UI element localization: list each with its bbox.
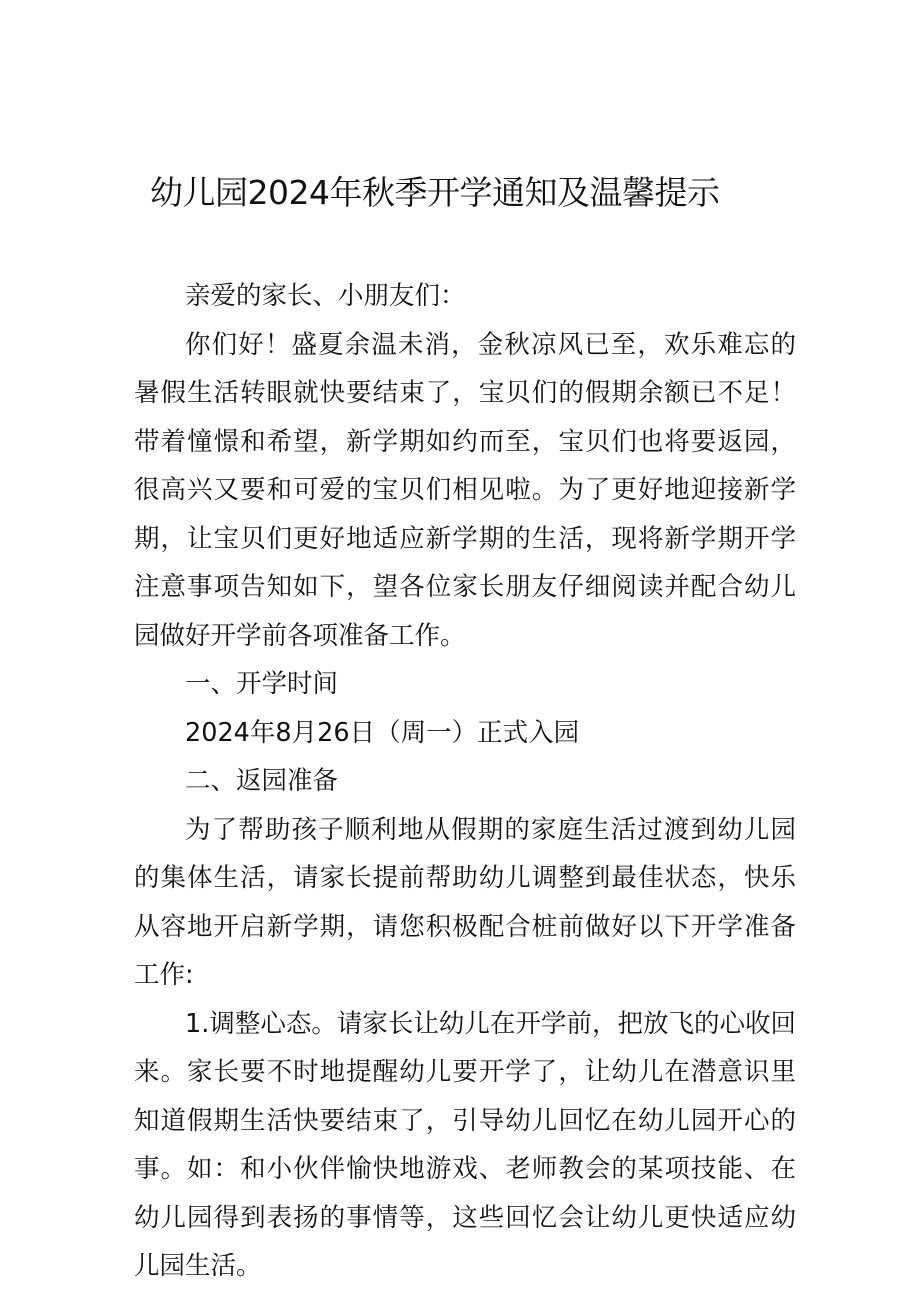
document-title: 幼儿园2024年秋季开学通知及温馨提示 — [150, 173, 720, 212]
document-body — [134, 272, 796, 1291]
intro-paragraph: 你们好！盛夏余温未消，金秋凉风已至，欢乐难忘的暑假生活转眼就快要结束了，宝贝们的假期余额已不足！带着憧憬和希望，新学期如约而至，宝贝们也将要返园，很高兴又要和可爱的宝贝们相见啦。为了更好地迎接新学期，让宝贝们更好地适应新学期的生活，现将新学期开学注意事项告知如下，望各位家长朋友仔细阅读并配合幼儿园做好开学前各项准备工作。 — [134, 329, 796, 651]
start-date-text: 2024年8月26日（周一）正式入园 — [185, 717, 580, 748]
section-heading-start-time: 一、开学时间 — [185, 669, 339, 699]
preparation-intro-paragraph: 为了帮助孩子顺利地从假期的家庭生活过渡到幼儿园的集体生活，请家长提前帮助幼儿调整到最佳状态，快乐从容地开启新学期，请您积极配合桩前做好以下开学准备工作: — [134, 814, 796, 990]
greeting: 亲爱的家长、小朋友们： — [185, 281, 466, 311]
section-heading-preparation: 二、返园准备 — [185, 766, 339, 796]
item-adjust-mindset: 1.调整心态。请家长让幼儿在开学前，把放飞的心收回来。家长要不时地提醒幼儿要开学了，让幼儿在潜意识里知道假期生活快要结束了，引导幼儿回忆在幼儿园开心的事。如：和小伙伴愉快地游戏、老师教会的某项技能、在幼儿园得到表扬的事情等，这些回忆会让幼儿更快适应幼儿园生活。 — [134, 1008, 796, 1281]
